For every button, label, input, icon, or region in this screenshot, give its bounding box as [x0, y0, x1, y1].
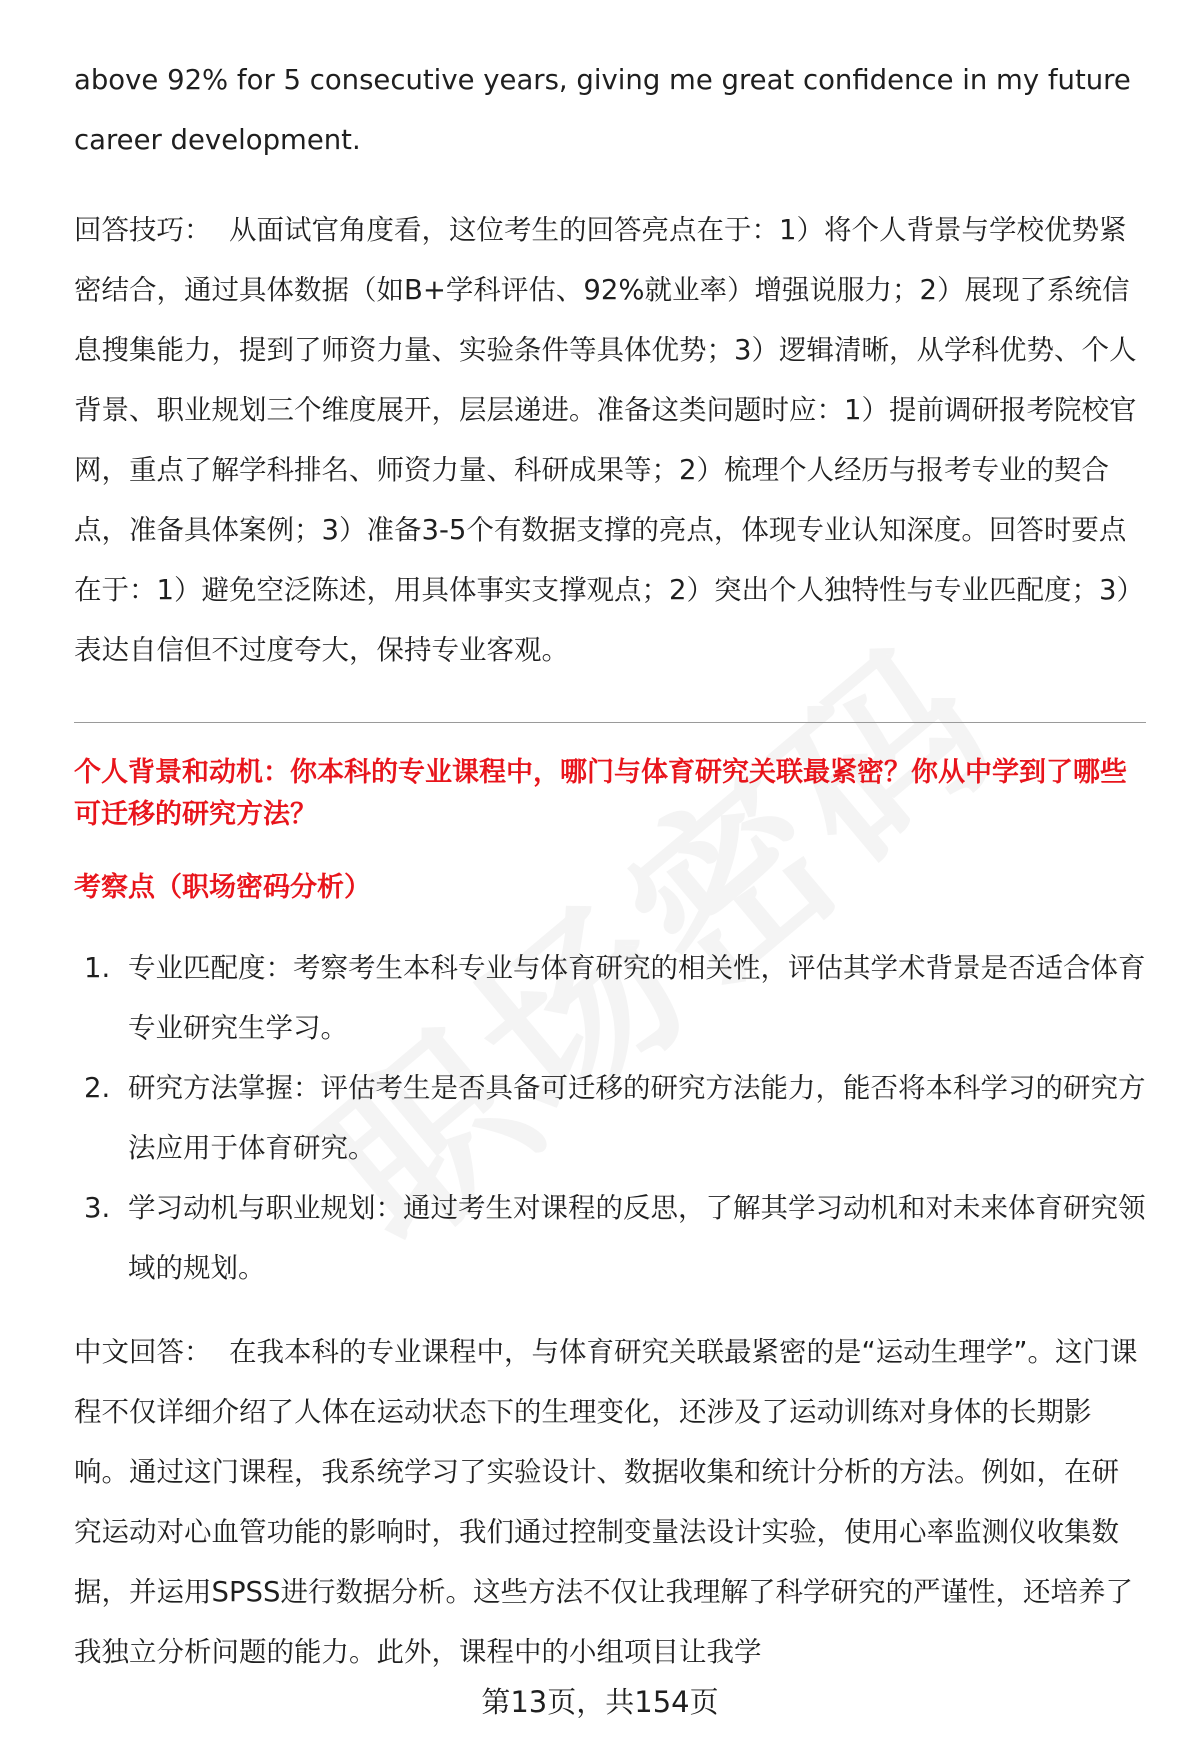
list-item: [74, 1058, 1146, 1178]
list-item: [74, 938, 1146, 1058]
list-item: [74, 1178, 1146, 1298]
question-title: 个人背景和动机：你本科的专业课程中，哪门与体育研究关联最紧密？你从中学到了哪些可迁移的研究方法？: [74, 757, 1127, 830]
answer-label: 中文回答：: [74, 1336, 212, 1368]
section-divider: [74, 722, 1146, 723]
paragraph-top: above 92% for 5 consecutive years, giving me great confidence in my future career development.: [74, 64, 1131, 156]
tips-label: 回答技巧：: [74, 214, 212, 246]
list-number: 2.: [84, 1072, 111, 1104]
list-number: 3.: [84, 1192, 111, 1224]
page-footer: 第13页，共154页: [481, 1685, 719, 1719]
tips-text: 从面试官角度看，这位考生的回答亮点在于：1）将个人背景与学校优势紧密结合，通过具体数据（如B+学科评估、92%就业率）增强说服力；2）展现了系统信息搜集能力，提到了师资力量、实验条件等具体优势；3）逻辑清晰，从学科优势、个人背景、职业规划三个维度展开，层层递进。准备这类问题时应：1）提前调研报考院校官网，重点了解学科排名、师资力量、科研成果等；2）梳理个人经历与报考专业的契合点，准备具体案例；3）准备3-5个有数据支撑的亮点，体现专业认知深度。回答时要点在于：1）避免空泛陈述，用具体事实支撑观点；2）突出个人独特性与专业匹配度；3）表达自信但不过度夸大，保持专业客观。: [74, 214, 1144, 666]
list-text: 专业匹配度：考察考生本科专业与体育研究的相关性，评估其学术背景是否适合体育专业研究生学习。: [128, 952, 1146, 1044]
points-list: [74, 938, 1146, 1298]
tips-paragraph: [74, 200, 1146, 680]
answer-paragraph: [74, 1322, 1146, 1682]
list-text: 学习动机与职业规划：通过考生对课程的反思，了解其学习动机和对未来体育研究领域的规划。: [128, 1192, 1146, 1284]
answer-text: 在我本科的专业课程中，与体育研究关联最紧密的是“运动生理学”。这门课程不仅详细介绍了人体在运动状态下的生理变化，还涉及了运动训练对身体的长期影响。通过这门课程，我系统学习了实验设计、数据收集和统计分析的方法。例如，在研究运动对心血管功能的影响时，我们通过控制变量法设计实验，使用心率监测仪收集数据，并运用SPSS进行数据分析。这些方法不仅让我理解了科学研究的严谨性，还培养了我独立分析问题的能力。此外，课程中的小组项目让我学: [74, 1336, 1138, 1668]
section-title: 考察点（职场密码分析）: [74, 872, 371, 903]
list-text: 研究方法掌握：评估考生是否具备可迁移的研究方法能力，能否将本科学习的研究方法应用于体育研究。: [128, 1072, 1146, 1164]
list-number: 1.: [84, 952, 111, 984]
